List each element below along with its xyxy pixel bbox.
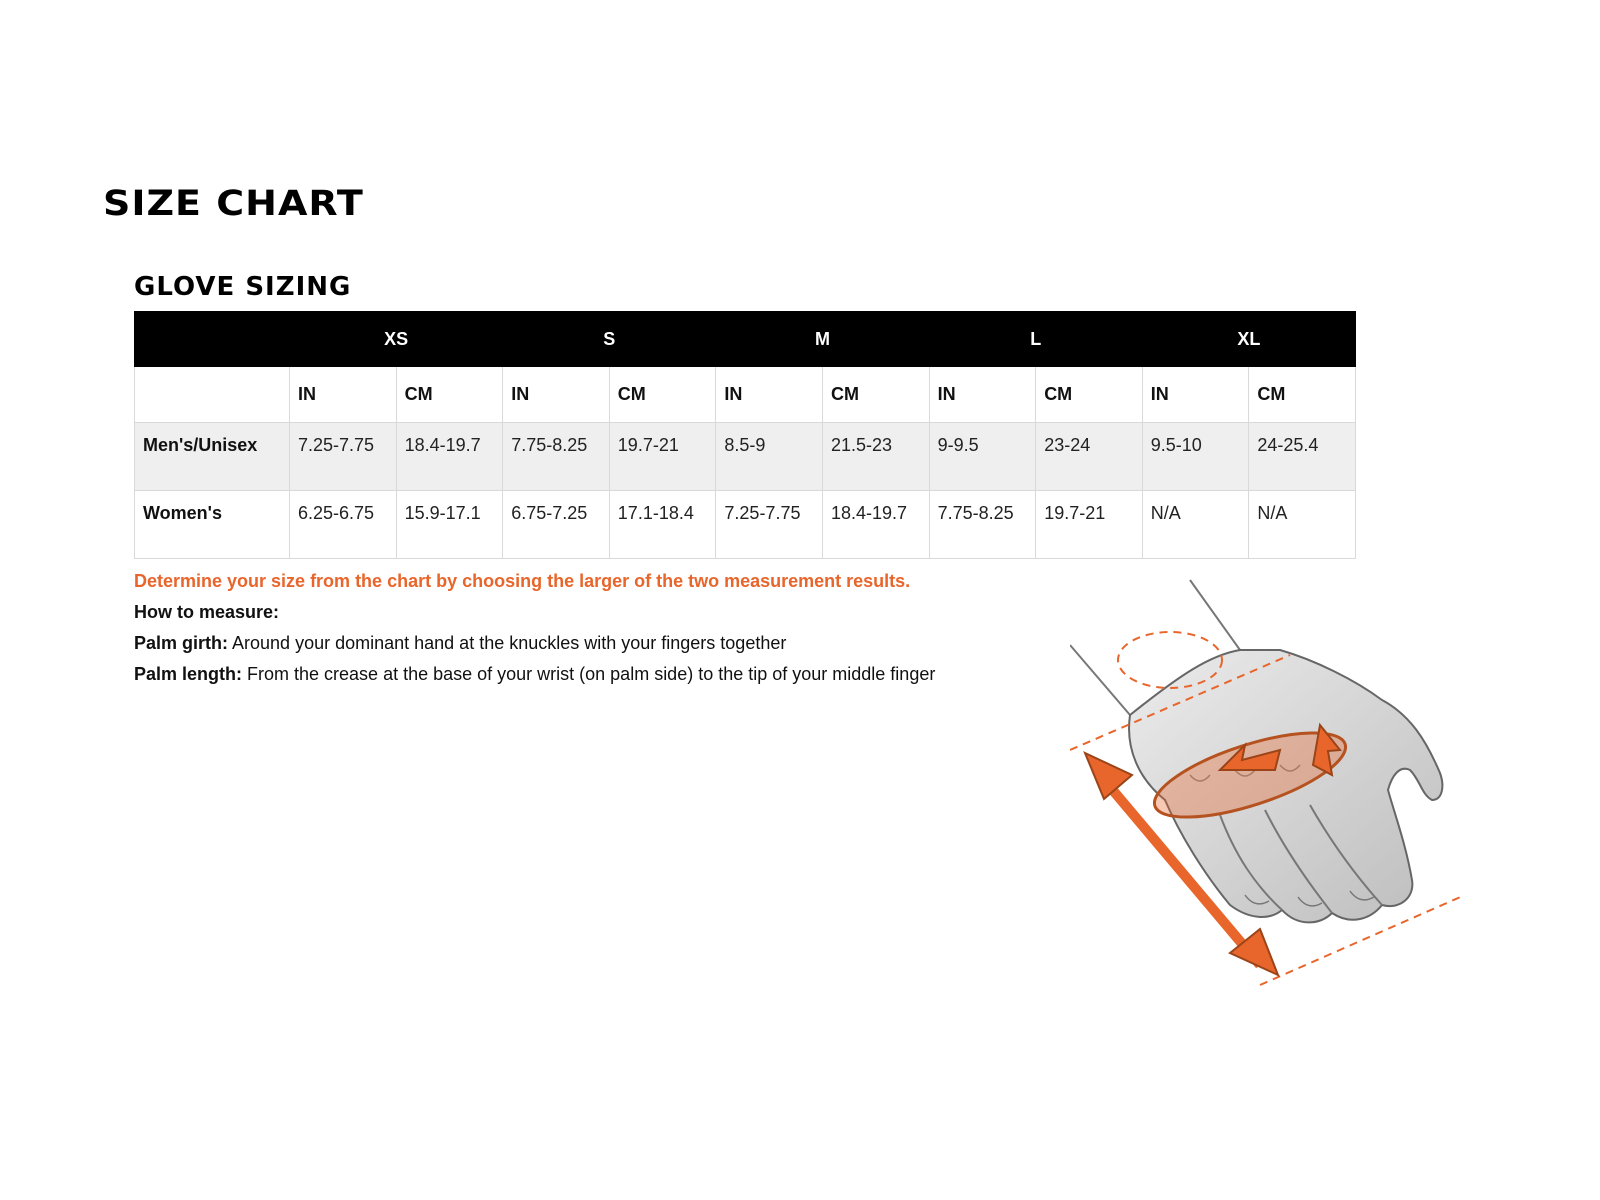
size-header-s: S <box>503 312 716 367</box>
glove-size-table <box>134 311 1356 559</box>
unit-cell: CM <box>396 367 503 423</box>
table-cell: 9-9.5 <box>929 423 1036 491</box>
table-cell: 8.5-9 <box>716 423 823 491</box>
palm-girth-note <box>134 628 1034 659</box>
table-cell: 9.5-10 <box>1142 423 1249 491</box>
unit-row <box>135 367 1356 423</box>
size-header-xl: XL <box>1142 312 1355 367</box>
palm-girth-label: Palm girth: <box>134 633 229 653</box>
palm-length-label: Palm length: <box>134 664 243 684</box>
how-to-measure-heading: How to measure: <box>134 602 280 622</box>
table-cell: 23-24 <box>1036 423 1143 491</box>
measurement-notes <box>134 566 1034 690</box>
header-corner-cell <box>135 312 290 367</box>
unit-cell: CM <box>609 367 716 423</box>
table-cell: N/A <box>1249 491 1356 559</box>
unit-cell: CM <box>823 367 930 423</box>
table-cell: 19.7-21 <box>609 423 716 491</box>
table-cell: 18.4-19.7 <box>823 491 930 559</box>
unit-cell: IN <box>1142 367 1249 423</box>
palm-length-note <box>134 659 1034 690</box>
size-header-l: L <box>929 312 1142 367</box>
unit-cell: IN <box>716 367 823 423</box>
table-cell: 19.7-21 <box>1036 491 1143 559</box>
table-cell: 7.75-8.25 <box>929 491 1036 559</box>
table-cell: 21.5-23 <box>823 423 930 491</box>
hand-measure-icon <box>1070 575 1510 1015</box>
table-cell: 7.75-8.25 <box>503 423 610 491</box>
table-cell: 17.1-18.4 <box>609 491 716 559</box>
table-cell: 7.25-7.75 <box>716 491 823 559</box>
table-row-womens <box>135 491 1356 559</box>
unit-cell: CM <box>1036 367 1143 423</box>
unit-cell: IN <box>503 367 610 423</box>
palm-length-text: From the crease at the base of your wrist (on palm side) to the tip of your middle finger <box>242 664 936 684</box>
table-cell: 15.9-17.1 <box>396 491 503 559</box>
table-cell: 7.25-7.75 <box>290 423 397 491</box>
row-label: Men's/Unisex <box>135 423 290 491</box>
table-cell: 6.25-6.75 <box>290 491 397 559</box>
table-cell: 6.75-7.25 <box>503 491 610 559</box>
size-header-m: M <box>716 312 929 367</box>
unit-cell: IN <box>290 367 397 423</box>
unit-cell: IN <box>929 367 1036 423</box>
palm-girth-text: Around your dominant hand at the knuckles with your fingers together <box>228 633 787 653</box>
unit-corner-cell <box>135 367 290 423</box>
section-title: GLOVE SIZING <box>134 272 352 302</box>
unit-cell: CM <box>1249 367 1356 423</box>
size-header-row <box>135 312 1356 367</box>
page-title: SIZE CHART <box>103 183 364 224</box>
sizing-instruction: Determine your size from the chart by choosing the larger of the two measurement results. <box>134 571 911 591</box>
table-cell: 24-25.4 <box>1249 423 1356 491</box>
table-cell: 18.4-19.7 <box>396 423 503 491</box>
row-label: Women's <box>135 491 290 559</box>
table-cell: N/A <box>1142 491 1249 559</box>
table-row-mens <box>135 423 1356 491</box>
size-header-xs: XS <box>290 312 503 367</box>
